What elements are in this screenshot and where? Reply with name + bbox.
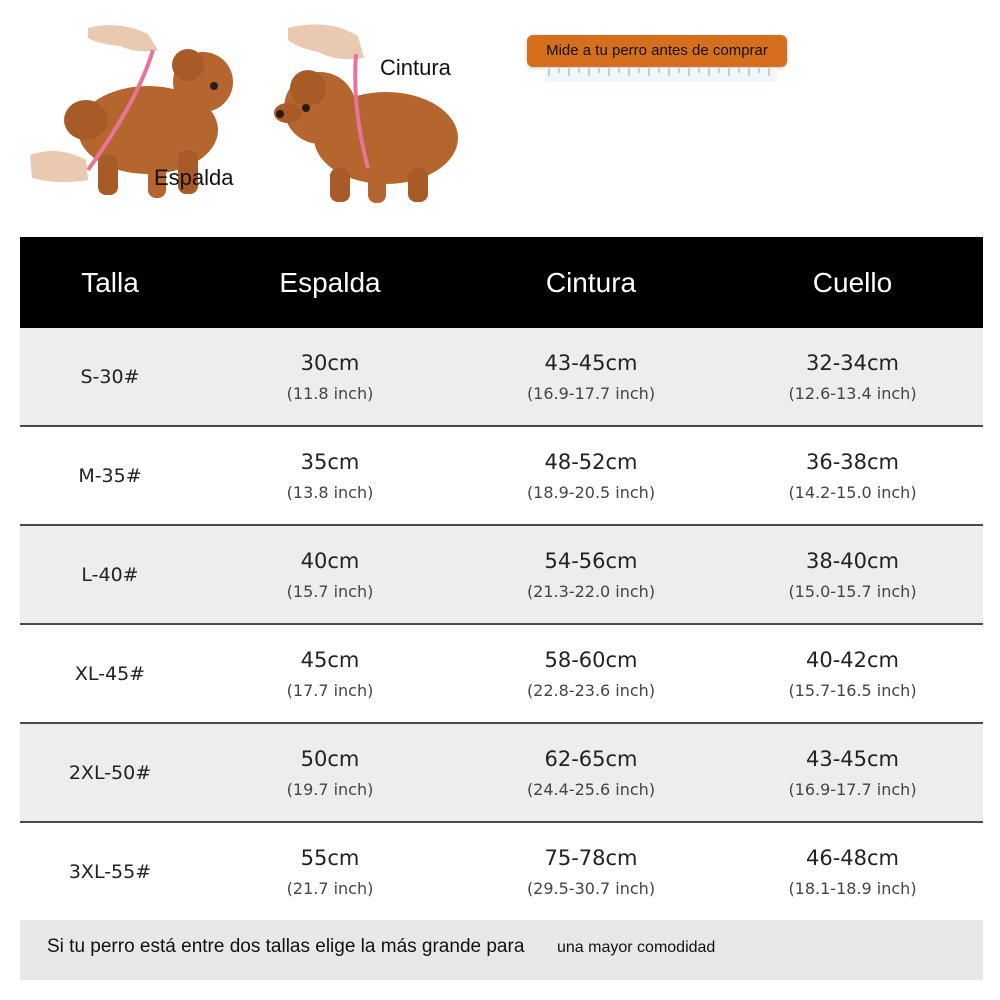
back-cell xyxy=(200,846,460,898)
waist-label: Cintura xyxy=(380,55,451,80)
back-cell xyxy=(200,747,460,799)
back-cell xyxy=(200,351,460,403)
neck-inch: (16.9-17.7 inch) xyxy=(788,779,917,799)
waist-inch: (16.9-17.7 inch) xyxy=(526,383,656,403)
back-inch: (13.8 inch) xyxy=(286,482,374,502)
neck-cm: 43-45cm xyxy=(805,746,900,771)
waist-inch: (22.8-23.6 inch) xyxy=(526,680,656,700)
footer-note-text: Si tu perro está entre dos tallas elige la más grande para xyxy=(47,936,525,957)
footer-note-text-end: una mayor comodidad xyxy=(557,939,716,956)
back-cm: 55cm xyxy=(300,845,360,870)
neck-inch: (18.1-18.9 inch) xyxy=(788,878,917,898)
back-cell xyxy=(200,549,460,601)
back-cm: 40cm xyxy=(300,548,360,573)
neck-cell xyxy=(722,747,983,799)
dog-waist-measure-photo xyxy=(268,18,468,210)
neck-cm: 32-34cm xyxy=(805,350,900,375)
table-row xyxy=(20,526,983,625)
neck-inch: (15.0-15.7 inch) xyxy=(788,581,917,601)
back-cell xyxy=(200,450,460,502)
neck-cm: 46-48cm xyxy=(805,845,900,870)
waist-inch: (29.5-30.7 inch) xyxy=(526,878,656,898)
waist-cell xyxy=(460,747,722,799)
header-back: Espalda xyxy=(279,266,381,298)
table-row xyxy=(20,724,983,823)
neck-cm: 38-40cm xyxy=(805,548,900,573)
tape-measure-icon xyxy=(545,68,777,82)
neck-inch: (12.6-13.4 inch) xyxy=(788,383,917,403)
waist-inch: (18.9-20.5 inch) xyxy=(526,482,656,502)
size-name: XL-45# xyxy=(74,662,146,685)
table-header-row xyxy=(20,237,983,328)
neck-cell xyxy=(722,648,983,700)
waist-cm: 58-60cm xyxy=(544,647,638,672)
back-cm: 30cm xyxy=(300,350,360,375)
back-inch: (15.7 inch) xyxy=(286,581,374,601)
size-name: 2XL-50# xyxy=(68,761,152,784)
waist-cm: 43-45cm xyxy=(544,350,638,375)
size-cell xyxy=(20,762,200,784)
back-cm: 50cm xyxy=(300,746,360,771)
neck-inch: (14.2-15.0 inch) xyxy=(788,482,917,502)
back-inch: (17.7 inch) xyxy=(286,680,374,700)
table-row xyxy=(20,625,983,724)
back-inch: (11.8 inch) xyxy=(286,383,374,403)
size-cell xyxy=(20,564,200,586)
header-waist: Cintura xyxy=(545,266,637,298)
waist-cell xyxy=(460,846,722,898)
neck-cell xyxy=(722,549,983,601)
back-inch: (19.7 inch) xyxy=(286,779,374,799)
back-label: Espalda xyxy=(154,165,234,190)
size-cell xyxy=(20,465,200,487)
neck-cell xyxy=(722,450,983,502)
waist-cm: 54-56cm xyxy=(544,548,638,573)
size-cell xyxy=(20,861,200,883)
waist-cell xyxy=(460,549,722,601)
table-row xyxy=(20,328,983,427)
size-name: 3XL-55# xyxy=(68,860,152,883)
size-cell xyxy=(20,366,200,388)
footer-note xyxy=(20,920,983,980)
back-cm: 35cm xyxy=(300,449,360,474)
neck-cm: 36-38cm xyxy=(805,449,900,474)
table-body xyxy=(20,328,983,922)
waist-cell xyxy=(460,450,722,502)
waist-cm: 62-65cm xyxy=(544,746,638,771)
measure-tip-badge: Mide a tu perro antes de comprar xyxy=(527,35,787,67)
header-size: Talla xyxy=(81,266,139,298)
back-cell xyxy=(200,648,460,700)
size-name: M-35# xyxy=(78,464,142,487)
size-name: L-40# xyxy=(81,563,139,586)
neck-cm: 40-42cm xyxy=(805,647,900,672)
back-inch: (21.7 inch) xyxy=(286,878,374,898)
waist-inch: (24.4-25.6 inch) xyxy=(526,779,656,799)
size-chart-table xyxy=(20,237,983,922)
neck-cell xyxy=(722,351,983,403)
back-cm: 45cm xyxy=(300,647,360,672)
waist-cm: 48-52cm xyxy=(544,449,638,474)
table-row xyxy=(20,823,983,922)
header-neck: Cuello xyxy=(812,266,893,298)
waist-cm: 75-78cm xyxy=(544,845,638,870)
table-row xyxy=(20,427,983,526)
waist-cell xyxy=(460,648,722,700)
waist-cell xyxy=(460,351,722,403)
size-cell xyxy=(20,663,200,685)
neck-cell xyxy=(722,846,983,898)
neck-inch: (15.7-16.5 inch) xyxy=(788,680,917,700)
waist-inch: (21.3-22.0 inch) xyxy=(526,581,656,601)
size-name: S-30# xyxy=(80,365,140,388)
